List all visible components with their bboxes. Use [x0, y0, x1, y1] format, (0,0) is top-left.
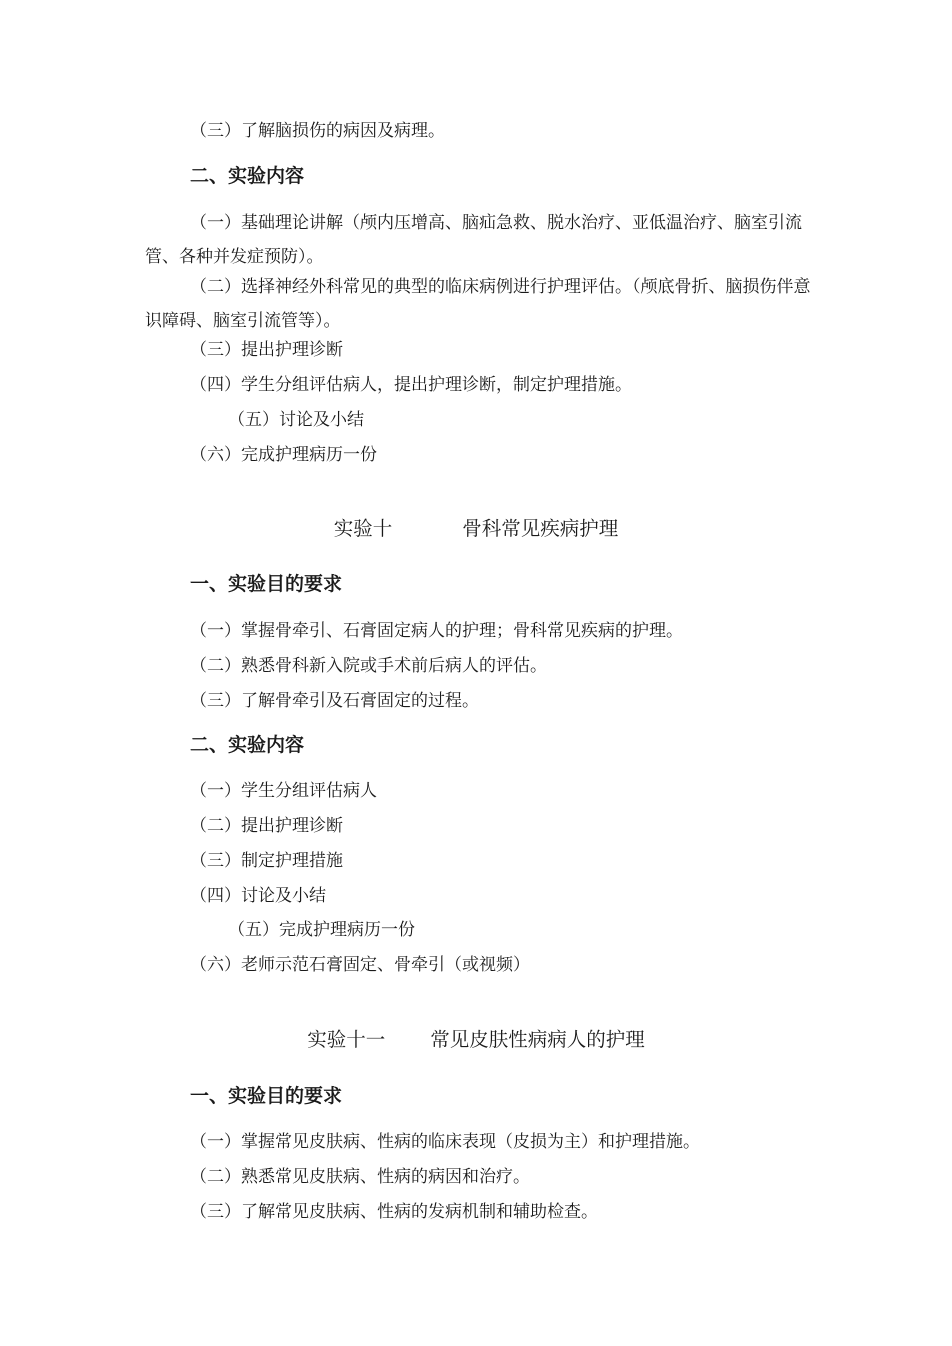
section-heading: 一、实验目的要求: [190, 573, 343, 595]
objective-item: （二）熟悉常见皮肤病、性病的病因和治疗。: [190, 1167, 530, 1187]
section-heading: 二、实验内容: [190, 165, 305, 187]
content-item: （二）提出护理诊断: [190, 816, 343, 836]
content-paragraph: （二）选择神经外科常见的典型的临床病例进行护理评估。（颅底骨折、脑损伤伴意识障碍、脑室引流管等）。: [145, 277, 811, 331]
objective-item: （三）了解骨牵引及石膏固定的过程。: [190, 691, 479, 711]
objective-item: （三）了解常见皮肤病、性病的发病机制和辅助检查。: [190, 1202, 598, 1222]
experiment-number: 实验十一: [307, 1028, 386, 1051]
content-item: （三）制定护理措施: [190, 851, 343, 871]
experiment-name: 骨科常见疾病护理: [462, 517, 619, 540]
content-paragraph: （一）基础理论讲解（颅内压增高、脑疝急救、脱水治疗、亚低温治疗、脑室引流管、各种并发症预防）。: [145, 213, 802, 267]
experiment-number: 实验十: [333, 517, 393, 540]
experiment-title: [0, 515, 952, 543]
objective-item: （一）掌握常见皮肤病、性病的临床表现（皮损为主）和护理措施。: [190, 1132, 700, 1152]
section-heading: 一、实验目的要求: [190, 1085, 343, 1107]
content-item: （六）完成护理病历一份: [190, 445, 377, 465]
experiment-name: 常见皮肤性病病人的护理: [430, 1028, 645, 1051]
objective-item: （二）熟悉骨科新入院或手术前后病人的评估。: [190, 656, 547, 676]
content-item: （六）老师示范石膏固定、骨牵引（或视频）: [190, 955, 530, 975]
content-item: （四）学生分组评估病人，提出护理诊断，制定护理措施。: [190, 375, 632, 395]
content-item: （五）完成护理病历一份: [228, 920, 415, 940]
content-item: （四）讨论及小结: [190, 886, 326, 906]
section-heading: 二、实验内容: [190, 734, 305, 756]
objective-item: （三）了解脑损伤的病因及病理。: [190, 121, 445, 141]
content-item: （一）学生分组评估病人: [190, 781, 377, 801]
objective-item: （一）掌握骨牵引、石膏固定病人的护理；骨科常见疾病的护理。: [190, 621, 683, 641]
content-item: （五）讨论及小结: [228, 410, 364, 430]
experiment-title: [0, 1026, 952, 1054]
content-item: （三）提出护理诊断: [190, 340, 343, 360]
